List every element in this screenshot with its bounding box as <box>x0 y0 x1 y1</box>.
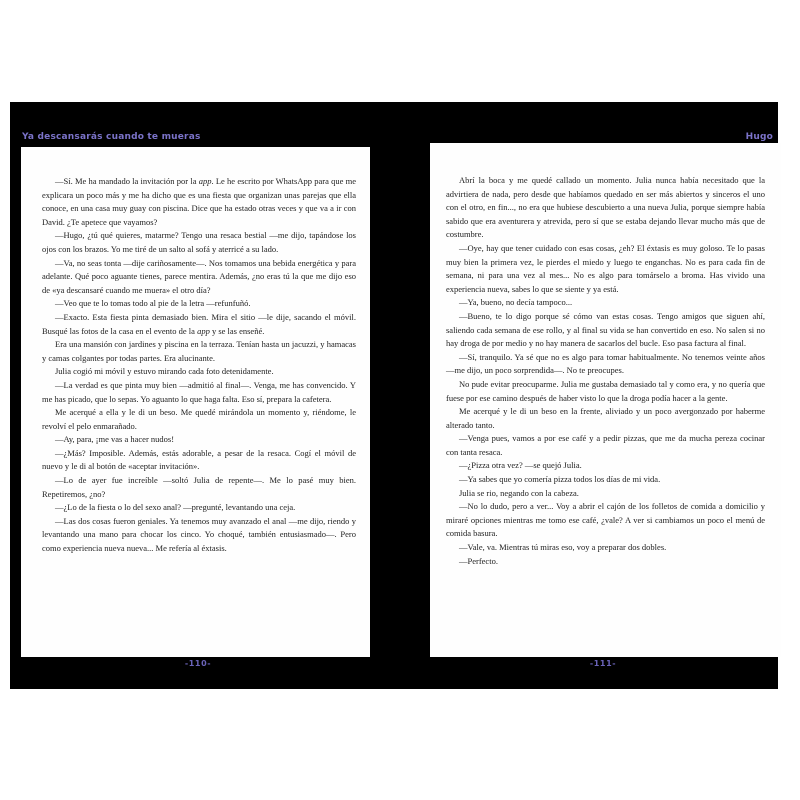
paragraph: —Hugo, ¿tú qué quieres, matarme? Tengo una resaca bestial —me dijo, tapándose los ojos con los brazos. Yo me tiré de un salto al sofá y aterricé a su lado. <box>42 230 356 254</box>
paragraph: Me acerqué y le di un beso en la frente, aliviado y un poco avergonzado por haberme alterado tanto. <box>446 406 765 430</box>
paragraph: —Oye, hay que tener cuidado con esas cosas, ¿eh? El éxtasis es muy goloso. Te lo pasas muy bien la primera vez, le pierdes el miedo y luego te enganchas. No es para cada fin de semana, ni para una vez al mes... No es algo para tomárselo a broma. Has vivido una experiencia nueva, sabes lo que se siente y ya está. <box>446 242 765 294</box>
paragraph: —¿Más? Imposible. Además, estás adorable, a pesar de la resaca. Cogí el móvil de nuevo y le di al botón de «aceptar invitación». <box>42 447 356 472</box>
paragraph: —Ya sabes que yo comería pizza todos los días de mi vida. <box>459 474 661 485</box>
paragraph: —Bueno, te lo digo porque sé cómo van estas cosas. Tengo amigos que siguen ahí, saliendo cada semana de ese rollo, y al final su vida se han convertido en eso. No salen si no hay droga de por medio y no hay manera de sacarlos del bucle. Eso pasa factura al final. <box>446 310 765 349</box>
running-head-book-title: Ya descansarás cuando te mueras <box>22 132 201 142</box>
paragraph: —Ay, para, ¡me vas a hacer nudos! <box>55 434 175 445</box>
paragraph: —¿Pizza otra vez? —se quejó Julia. <box>459 460 582 471</box>
italic-word: app <box>198 176 212 186</box>
paragraph: Me acerqué a ella y le di un beso. Me quedé mirándola un momento y, riéndome, le revolví el pelo enmarañado. <box>42 407 356 431</box>
paragraph: —Ya, bueno, no decía tampoco... <box>459 297 573 308</box>
book-spread-panel <box>10 102 778 689</box>
paragraph: Abrí la boca y me quedé callado un momento. Julia nunca había necesitado que la advirtiera de nada, pero desde que habíamos quedado en ser más abiertos y sinceros el uno con el otro, en fin..., no era que hubiese descubierto a una nueva Julia, porque siempre había sabido que era aventurera y atrevida, pero sí que se estaba dejando llevar mucho más que de costumbre. <box>446 175 765 240</box>
paragraph: Julia cogió mi móvil y estuvo mirando cada foto detenidamente. <box>55 366 274 377</box>
book-page-right <box>430 143 781 657</box>
paragraph: —¿Lo de la fiesta o lo del sexo anal? —pregunté, levantando una ceja. <box>55 502 296 513</box>
paragraph: Julia se rio, negando con la cabeza. <box>459 487 579 498</box>
paragraph: —Exacto. Esta fiesta pinta demasiado bien. Mira el sitio —le dije, sacando el móvil. Busqué las fotos de la casa en el evento de la app y se las enseñé. <box>42 311 356 336</box>
paragraph: —Las dos cosas fueron geniales. Ya tenemos muy avanzado el anal —me dijo, riendo y levantando una mano para chocar los cinco. Yo choqué, también entusiasmado—. Pero como experiencia nueva nueva... Me refería al éxtasis. <box>42 515 356 554</box>
page-number-left: -110- <box>184 659 212 668</box>
running-head-chapter-title: Hugo <box>745 132 773 142</box>
page-text-right <box>446 174 765 568</box>
paragraph: —Veo que te lo tomas todo al pie de la letra —refunfuñó. <box>55 298 251 309</box>
page-number-right: -111- <box>589 659 617 668</box>
page-text-left <box>42 175 356 556</box>
paragraph: —Va, no seas tonta —dije cariñosamente—. Nos tomamos una bebida energética y para adelante. Qué poco aguante tienes, parece mentira. Además, ¿no eras tú la que me dijo eso de «ya descansaré cuando me muera» el otro día? <box>42 257 356 295</box>
paragraph: —Sí. Me ha mandado la invitación por la app. Le he escrito por WhatsApp para que me explicara un poco más y me ha dicho que es una fiesta que organizan unas parejas que ella conoce, en una casa muy guay con piscina. Dice que ha estado otras veces y que va a ir con David. ¿Te apetece que vayamos? <box>42 176 356 227</box>
paragraph: Era una mansión con jardines y piscina en la terraza. Tenían hasta un jacuzzi, y hamacas y camas colgantes por todas partes. Era alucinante. <box>42 339 356 363</box>
paragraph: —No lo dudo, pero a ver... Voy a abrir el cajón de los folletos de comida a domicilio y miraré opciones mientras me tomo ese café, ¿vale? A ver si cambiamos un poco el menú de comida basura. <box>446 501 765 539</box>
paragraph: —Vale, va. Mientras tú miras eso, voy a preparar dos dobles. <box>459 542 667 553</box>
paragraph: —Lo de ayer fue increíble —soltó Julia de repente—. Me lo pasé muy bien. Repetiremos, ¿no? <box>42 475 356 499</box>
paragraph: —La verdad es que pinta muy bien —admitió al final—. Venga, me has convencido. Y me has picado, que lo sepas. Yo aguanto lo que haga falta. Eso sí, prepara la cafetera. <box>42 379 356 404</box>
paragraph: —Perfecto. <box>459 555 498 566</box>
book-page-left <box>21 147 370 657</box>
paragraph: —Venga pues, vamos a por ese café y a pedir pizzas, que me da mucha pereza cocinar con tanta resaca. <box>446 433 765 457</box>
paragraph: No pude evitar preocuparme. Julia me gustaba demasiado tal y como era, y no quería que fuese por ese camino después de haber visto lo que la droga podía hacer a la gente. <box>446 378 765 403</box>
italic-word: app <box>197 325 210 336</box>
paragraph: —Sí, tranquilo. Ya sé que no es algo para tomar habitualmente. No tenemos veinte años —me dijo, un poco sorprendida—. No te preocupes. <box>446 351 765 376</box>
